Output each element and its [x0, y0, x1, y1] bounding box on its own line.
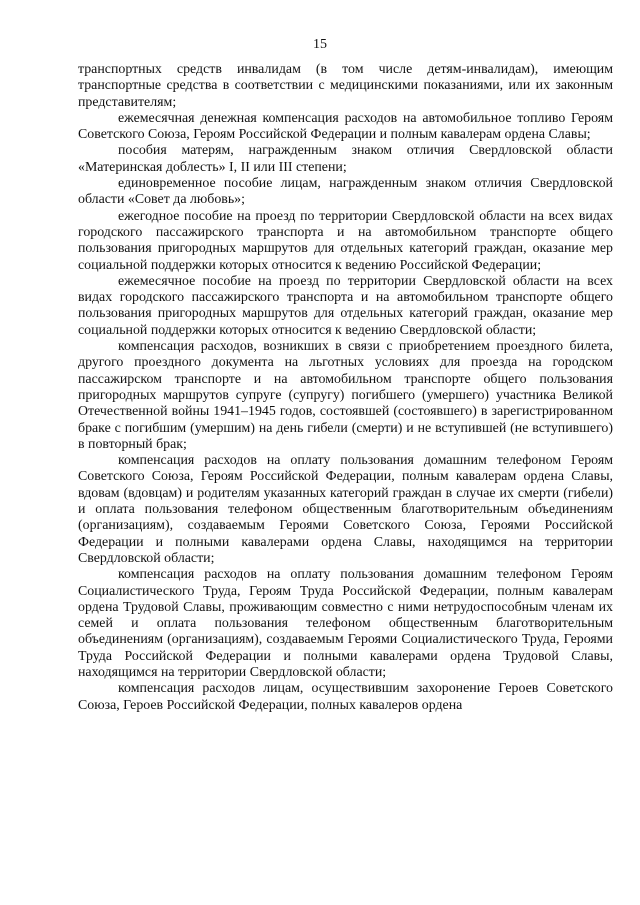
paragraph: транспортных средств инвалидам (в том числе детям-инвалидам), имеющим транспортные средства в соответствии с медицинскими показаниями, или их законным представителям; [78, 62, 613, 110]
paragraph: компенсация расходов на оплату пользования домашним телефоном Героям Советского Союза, Героям Российской Федерации, полным кавалерам ордена Славы, вдовам (вдовцам) и родителям указанных категорий граждан в случае их смерти (гибели) и оплата пользования телефоном общественным благотворительным объединениям (организациям), создаваемым Героями Советского Союза, Героями Российской Федерации и полными кавалерами ордена Славы, находящимся на территории Свердловской области; [78, 453, 613, 566]
paragraph: ежемесячное пособие на проезд по территории Свердловской области на всех видах городского пассажирского транспорта и на автомобильном транспорте общего пользования пригородных маршрутов для отдельных категорий граждан, оказание мер социальной поддержки которых относится к ведению Свердловской области; [78, 273, 613, 338]
paragraph: компенсация расходов, возникших в связи с приобретением проездного билета, другого проездного документа на льготных условиях для проезда на городском пассажирском транспорте и на автомобильном транспорте общего пользования пригородных маршрутов супруге (супругу) погибшего (умершего) участника Великой Отечественной войны 1941–1945 годов, состоявшей (состоявшего) в зарегистрированном браке с погибшим (умершим) на день гибели (смерти) и не вступившей (не вступившего) в повторный брак; [78, 339, 613, 452]
page-number: 15 [313, 37, 327, 52]
paragraph: пособия матерям, награжденным знаком отличия Свердловской области «Материнская доблесть» I, II или III степени; [78, 143, 613, 175]
paragraph: ежегодное пособие на проезд по территории Свердловской области на всех видах городского пассажирского транспорта и на автомобильном транспорте общего пользования пригородных маршрутов для отдельных категорий граждан, оказание мер социальной поддержки которых относится к ведению Российской Федерации; [78, 208, 613, 273]
paragraph: компенсация расходов лицам, осуществившим захоронение Героев Советского Союза, Героев Российской Федерации, полных кавалеров ордена [78, 681, 613, 713]
paragraph: компенсация расходов на оплату пользования домашним телефоном Героям Социалистического Труда, Героям Труда Российской Федерации, полным кавалерам ордена Трудовой Славы, проживающим совместно с ними нетрудоспособным членам их семей и оплата пользования телефоном общественным благотворительным объединениям (организациям), создаваемым Героями Социалистического Труда, Героями Труда Российской Федерации и полными кавалерами ордена Трудовой Славы, находящимся на территории Свердловской области; [78, 567, 613, 680]
paragraph: ежемесячная денежная компенсация расходов на автомобильное топливо Героям Советского Союза, Героям Российской Федерации и полным кавалерам ордена Славы; [78, 110, 613, 143]
document-body [78, 62, 613, 714]
paragraph: единовременное пособие лицам, награжденным знаком отличия Свердловской области «Совет да любовь»; [78, 176, 613, 208]
